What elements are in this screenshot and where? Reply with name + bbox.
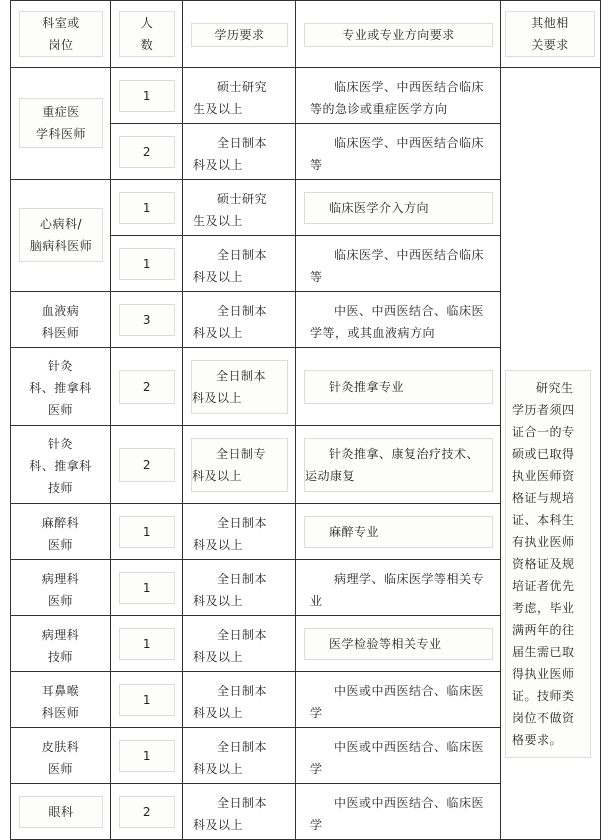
- dept-label: 麻醉科 医师: [41, 515, 80, 552]
- major-value: 临床医学、中西医结合临床等: [310, 247, 485, 284]
- dept-label: 眼科: [19, 796, 103, 828]
- major-value: 中医或中西医结合、临床医学: [310, 739, 485, 776]
- edu-value: 全日制本 科及以上: [193, 515, 268, 552]
- table-header-row: [11, 1, 601, 68]
- count-cell: [111, 180, 183, 236]
- edu-value: 硕士研究 生及以上: [193, 79, 268, 116]
- major-value: 临床医学介入方向: [304, 192, 493, 224]
- edu-value: 硕士研究 生及以上: [193, 191, 268, 228]
- major-value: 中医、中西医结合、临床医学等，或其血液病方向: [310, 303, 485, 340]
- header-dept: 科室或 岗位: [19, 11, 103, 57]
- dept-label: 病理科 技师: [41, 627, 80, 664]
- count-cell: [111, 68, 183, 124]
- count-cell: [111, 560, 183, 616]
- count-value: 1: [119, 516, 175, 548]
- dept-cell: [11, 784, 111, 840]
- dept-label: 病理科 医师: [41, 571, 80, 608]
- major-value: 针灸推拿、康复治疗技术、运动康复: [304, 438, 493, 492]
- major-value: 临床医学、中西医结合临床等: [310, 135, 485, 172]
- major-value: 病理学、临床医学等相关专业: [310, 571, 485, 608]
- count-value: 1: [119, 192, 175, 224]
- count-cell: [111, 124, 183, 180]
- major-value: 针灸推拿专业: [304, 370, 493, 404]
- count-cell: [111, 426, 183, 504]
- dept-cell: [11, 616, 111, 672]
- count-value: 2: [119, 136, 175, 168]
- count-cell: [111, 504, 183, 560]
- count-value: 1: [119, 628, 175, 660]
- dept-cell: [11, 426, 111, 504]
- major-cell: [296, 236, 501, 292]
- header-edu: 学历要求: [191, 23, 288, 47]
- header-major: 专业或专业方向要求: [304, 23, 493, 47]
- major-cell: [296, 672, 501, 728]
- header-count: 人 数: [119, 11, 175, 57]
- count-value: 2: [119, 448, 175, 482]
- dept-label: 皮肤科 医师: [41, 739, 80, 776]
- edu-value: 全日制本 科及以上: [193, 683, 268, 720]
- edu-value: 全日制本 科及以上: [193, 627, 268, 664]
- count-cell: [111, 784, 183, 840]
- major-cell: [296, 348, 501, 426]
- count-cell: [111, 616, 183, 672]
- count-cell: [111, 236, 183, 292]
- count-value: 1: [119, 684, 175, 716]
- dept-label: 针灸 科、推拿科 技师: [29, 436, 92, 495]
- dept-cell: [11, 292, 111, 348]
- table-row: [11, 68, 601, 124]
- edu-cell: [183, 426, 296, 504]
- dept-cell: [11, 68, 111, 180]
- edu-value: 全日制本 科及以上: [191, 360, 288, 414]
- edu-cell: [183, 504, 296, 560]
- major-cell: [296, 504, 501, 560]
- recruitment-table: [10, 0, 601, 840]
- count-value: 3: [119, 304, 175, 336]
- edu-cell: [183, 236, 296, 292]
- edu-cell: [183, 292, 296, 348]
- edu-cell: [183, 68, 296, 124]
- major-cell: [296, 180, 501, 236]
- edu-cell: [183, 560, 296, 616]
- dept-label: 耳鼻喉 科医师: [41, 683, 80, 720]
- header-other: 其他相 关要求: [505, 11, 595, 57]
- edu-value: 全日制本 科及以上: [193, 739, 268, 776]
- edu-cell: [183, 728, 296, 784]
- dept-label: 针灸 科、推拿科 医师: [29, 358, 92, 417]
- major-cell: [296, 426, 501, 504]
- count-cell: [111, 292, 183, 348]
- edu-value: 全日制本 科及以上: [193, 571, 268, 608]
- dept-cell: [11, 560, 111, 616]
- header-count-cell: [111, 1, 183, 68]
- other-requirement-cell: [501, 68, 601, 840]
- count-cell: [111, 672, 183, 728]
- count-value: 1: [119, 740, 175, 772]
- count-value: 1: [119, 572, 175, 604]
- major-cell: [296, 784, 501, 840]
- edu-cell: [183, 616, 296, 672]
- count-cell: [111, 728, 183, 784]
- edu-cell: [183, 784, 296, 840]
- edu-value: 全日制本 科及以上: [193, 303, 268, 340]
- edu-cell: [183, 124, 296, 180]
- header-edu-cell: [183, 1, 296, 68]
- other-requirement: 研究生学历者须四证合一的专硕或已取得执业医师资格证与规培证、本科生有执业医师资格证及规培证者优先考虑，毕业满两年的往届生需已取得执业医师证。技师类岗位不做资格要求。: [505, 370, 591, 758]
- major-value: 中医或中西医结合、临床医学: [310, 683, 485, 720]
- count-cell: [111, 348, 183, 426]
- dept-cell: [11, 728, 111, 784]
- dept-cell: [11, 504, 111, 560]
- major-value: 医学检验等相关专业: [304, 628, 493, 660]
- major-cell: [296, 616, 501, 672]
- major-value: 麻醉专业: [304, 516, 493, 548]
- dept-cell: [11, 180, 111, 292]
- dept-label: 重症医 学科医师: [19, 98, 103, 148]
- major-cell: [296, 124, 501, 180]
- edu-value: 全日制本 科及以上: [193, 135, 268, 172]
- dept-label: 心病科/ 脑病科医师: [19, 208, 103, 262]
- edu-value: 全日制专 科及以上: [191, 438, 288, 492]
- count-value: 2: [119, 796, 175, 828]
- count-value: 2: [119, 370, 175, 404]
- major-cell: [296, 728, 501, 784]
- header-major-cell: [296, 1, 501, 68]
- major-cell: [296, 560, 501, 616]
- header-dept-cell: [11, 1, 111, 68]
- edu-cell: [183, 348, 296, 426]
- header-other-cell: [501, 1, 601, 68]
- dept-cell: [11, 348, 111, 426]
- major-value: 中医或中西医结合、临床医学: [310, 795, 485, 832]
- dept-cell: [11, 672, 111, 728]
- major-value: 临床医学、中西医结合临床等的急诊或重症医学方向: [310, 79, 485, 116]
- count-value: 1: [119, 248, 175, 280]
- major-cell: [296, 68, 501, 124]
- dept-label: 血液病 科医师: [41, 303, 80, 340]
- edu-cell: [183, 672, 296, 728]
- edu-value: 全日制本 科及以上: [193, 247, 268, 284]
- edu-value: 全日制本 科及以上: [193, 795, 268, 832]
- edu-cell: [183, 180, 296, 236]
- major-cell: [296, 292, 501, 348]
- count-value: 1: [119, 80, 175, 112]
